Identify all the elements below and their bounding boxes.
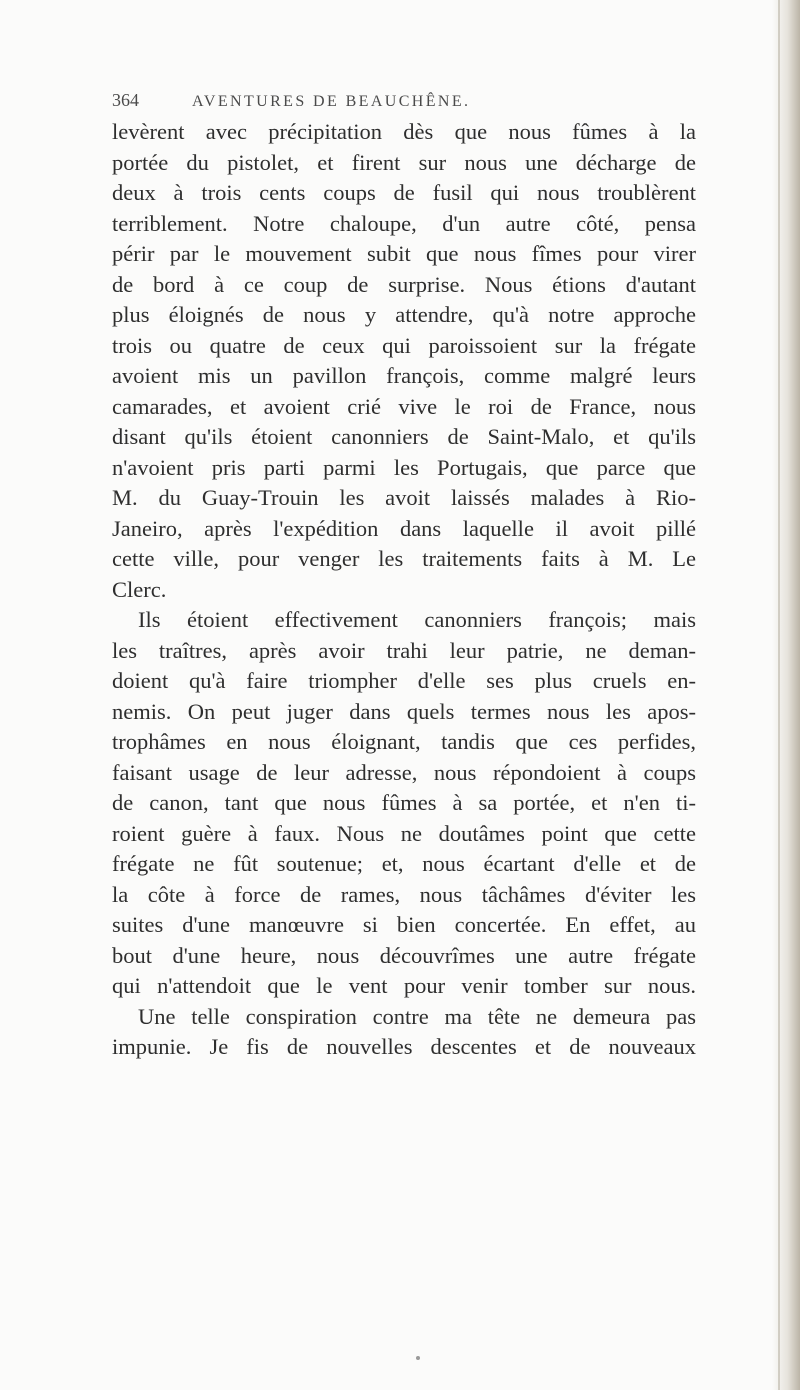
- text-line: Janeiro, après l'expédition dans laquelle il avoit pillé: [112, 515, 696, 541]
- text-line: de canon, tant que nous fûmes à sa portée, et n'en ti-: [112, 790, 696, 815]
- text-line: levèrent avec précipitation dès que nous fûmes à la: [112, 119, 696, 144]
- page-binding-edge: [778, 0, 780, 1390]
- text-line: la côte à force de rames, nous tâchâmes d'éviter les: [112, 881, 696, 907]
- text-line: camarades, et avoient crié vive le roi de France, nous: [112, 393, 696, 419]
- text-line: suites d'une manœuvre si bien concertée. En effet, au: [112, 912, 696, 937]
- text-line: nemis. On peut juger dans quels termes nous les apos-: [112, 698, 696, 724]
- text-line: bout d'une heure, nous découvrîmes une autre frégate: [112, 942, 696, 968]
- text-line: qui n'attendoit que le vent pour venir tomber sur nous.: [112, 973, 696, 998]
- text-line: impunie. Je fis de nouvelles descentes et de nouveaux: [112, 1034, 696, 1059]
- text-line: trois ou quatre de ceux qui paroissoient sur la frégate: [112, 332, 696, 358]
- text-line: périr par le mouvement subit que nous fîmes pour virer: [112, 241, 696, 266]
- text-line: de bord à ce coup de surprise. Nous étions d'autant: [112, 271, 696, 297]
- text-line: avoient mis un pavillon françois, comme malgré leurs: [112, 363, 696, 388]
- text-line-paragraph-start: Ils étoient effectivement canonniers françois; mais: [138, 607, 696, 632]
- text-line: M. du Guay-Trouin les avoit laissés malades à Rio-: [112, 485, 696, 510]
- text-line: disant qu'ils étoient canonniers de Saint-Malo, et qu'ils: [112, 424, 696, 449]
- text-line: roient guère à faux. Nous ne doutâmes point que cette: [112, 820, 696, 846]
- text-line: faisant usage de leur adresse, nous répondoient à coups: [112, 759, 696, 785]
- text-line: doient qu'à faire triompher d'elle ses plus cruels en-: [112, 668, 696, 693]
- text-line: portée du pistolet, et firent sur nous une décharge de: [112, 149, 696, 175]
- text-line: terriblement. Notre chaloupe, d'un autre côté, pensa: [112, 210, 696, 236]
- running-title: AVENTURES DE BEAUCHÊNE.: [192, 93, 471, 110]
- text-line: plus éloignés de nous y attendre, qu'à notre approche: [112, 302, 696, 327]
- text-line: Clerc.: [112, 576, 167, 602]
- text-line: n'avoient pris parti parmi les Portugais, que parce que: [112, 454, 696, 480]
- text-line: deux à trois cents coups de fusil qui nous troublèrent: [112, 180, 696, 205]
- text-line-paragraph-start: Une telle conspiration contre ma tête ne demeura pas: [138, 1003, 696, 1029]
- text-line: cette ville, pour venger les traitements faits à M. Le: [112, 546, 696, 571]
- page-edge-shadow: [772, 0, 800, 1390]
- running-head: [112, 90, 712, 118]
- page-number: 364: [112, 90, 139, 110]
- body-text: [112, 117, 696, 1063]
- text-line: les traîtres, après avoir trahi leur patrie, ne deman-: [112, 637, 696, 663]
- text-line: frégate ne fût soutenue; et, nous écartant d'elle et de: [112, 851, 696, 876]
- paper-speck: [416, 1356, 420, 1360]
- text-line: trophâmes en nous éloignant, tandis que ces perfides,: [112, 729, 696, 754]
